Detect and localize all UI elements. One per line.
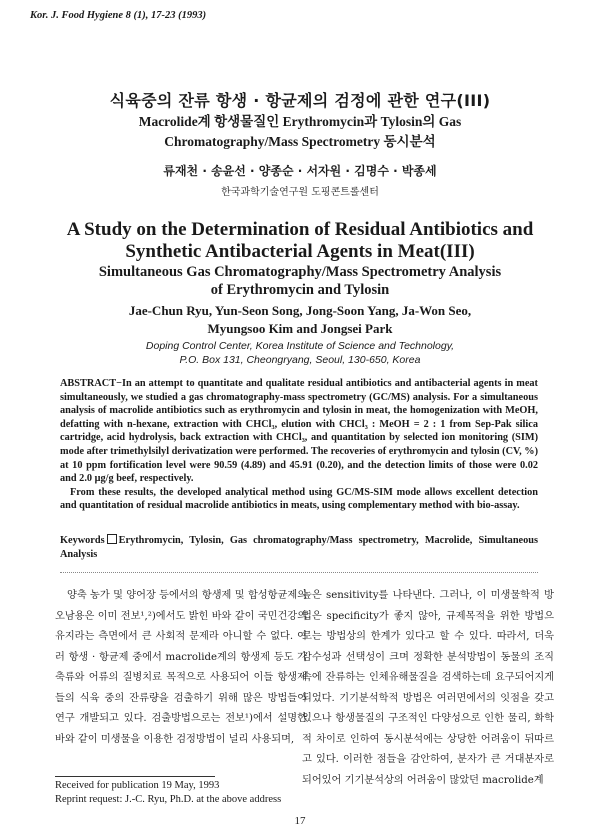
english-subtitle-line2: of Erythromycin and Tylosin: [210, 282, 390, 298]
korean-affiliation: 한국과학기술연구원 도핑콘트롤센터: [221, 187, 379, 198]
english-title-line2: Synthetic Antibacterial Agents in Meat(III): [125, 241, 475, 262]
body-left-column: 양축 농가 및 양어장 등에서의 항생제 및 합성항균제의 오남용은 이미 전보¹,²)에서도 밝힌 바와 같이 국민건강의 유지라는 측면에서 큰 사회적 문제라 아니할 수 없다. 여러 항생 · 항균제 중에서 macrolide계의 항생제 등도 가축류와 어류의 질병치료 목적으로 사용되어 이들 항생제들의 식육 중의 잔류량을 검출하기 위해 많은 방법들이 연구 개발되고 있다. 검출방법으로는 전보¹)에서 설명한 바와 같이 미생물을 이용한 검정방법이 널리 사용되며,: [55, 590, 307, 745]
keywords-box-icon: [107, 534, 117, 544]
keywords: [60, 534, 538, 561]
body-right-column: 높은 sensitivity를 나타낸다. 그러나, 이 미생물학적 방법은 specificity가 좋지 않아, 규제목적을 위한 방법으로는 방법상의 한계가 있다고 할 수 있다. 따라서, 더욱 감수성과 선택성이 크며 정확한 분석방법이 동물의 조직속에 잔류하는 인체유해물질을 검색하는데 요구되어지게 되었다. 기기분석학적 방법은 여러면에서의 잇점을 갖고 있으나 항생물질의 구조적인 다양성으로 인한 물리, 화학적 차이로 인하여 동시분석에는 상당한 어려움이 뒤따르고 있다. 이러한 점들을 감안하여, 분자가 큰 거대분자로 되어있어 기기분석상의 어려움이 많았던 macrolide계: [302, 590, 554, 786]
page-number: 17: [294, 815, 306, 827]
korean-title: 식육중의 잔류 항생 · 항균제의 검정에 관한 연구(III): [109, 91, 491, 110]
korean-subtitle: [0, 112, 600, 152]
english-affiliation-line1: Doping Control Center, Korea Institute of Science and Technology,: [145, 340, 455, 352]
english-title-line1: A Study on the Determination of Residual Antibiotics and: [66, 219, 534, 240]
abstract-paragraph-2: From these results, the developed analytical method using GC/MS-SIM mode allows excellent detection and quantitation of residual macrolide antibiotics in meats, using complementary method with bio-assay.: [60, 486, 538, 512]
footnote-reprint: Reprint request: J.-C. Ryu, Ph.D. at the above address: [55, 794, 282, 805]
abstract-paragraph-1: ABSTRACT−In an attempt to quantitate and qualitate residual antibiotics and antibacterial agents in meat simultaneously, we studied a gas chromatography-mass spectrometry (GC/MS) analysis. For a simultaneous analysis of macrolide antibiotics such as erythromycin and tylosin in meat, the homogenization with MeOH, defatting with n-hexane, extraction with CHCl₃, elution with CHCl₃ : MeOH = 2 : 1 from Sep-Pak silica cartridge, acid hydrolysis, back extraction with CHCl₃, and quantitation by selected ion monitoring (SIM) mode after trimethylsilyl derivatization were performed. The recoveries of erythromycin and tylosin (CV, %) at 10 ppm fortification level were 90.59 (4.89) and 45.91 (0.20), and the detection limits of those were 0.02 and 2.0 μg/g beef, respectively.: [60, 378, 538, 485]
korean-subtitle-line2: Chromatography/Mass Spectrometry 동시분석: [164, 134, 436, 149]
english-subtitle-line1: Simultaneous Gas Chromatography/Mass Spectrometry Analysis: [98, 264, 502, 280]
journal-citation: Kor. J. Food Hygiene 8 (1), 17-23 (1993): [30, 10, 207, 21]
english-affiliation-line2: P.O. Box 131, Cheongryang, Seoul, 130-650, Korea: [179, 354, 421, 366]
abstract: [60, 377, 538, 513]
english-title: [0, 219, 600, 263]
footnote: [55, 779, 315, 807]
footnote-received: Received for publication 19 May, 1993: [55, 780, 220, 791]
keywords-text: Erythromycin, Tylosin, Gas chromatography/Mass spectrometry, Macrolide, Simultaneous Analysis: [60, 535, 538, 560]
english-authors-line2: Myungsoo Kim and Jongsei Park: [207, 321, 393, 336]
english-authors-line1: Jae-Chun Ryu, Yun-Seon Song, Jong-Soon Yang, Ja-Won Seo,: [128, 303, 472, 318]
korean-subtitle-line1: Macrolide계 항생물질인 Erythromycin과 Tylosin의 Gas: [138, 114, 462, 129]
keywords-label: Keywords: [60, 535, 105, 546]
english-authors: [0, 302, 600, 338]
korean-authors: 류재천 · 송윤선 · 양종순 · 서자원 · 김명수 · 박종세: [163, 164, 437, 178]
section-divider: [60, 572, 538, 573]
english-affiliation: [0, 339, 600, 367]
english-subtitle: [0, 263, 600, 299]
footnote-divider: [55, 776, 215, 777]
